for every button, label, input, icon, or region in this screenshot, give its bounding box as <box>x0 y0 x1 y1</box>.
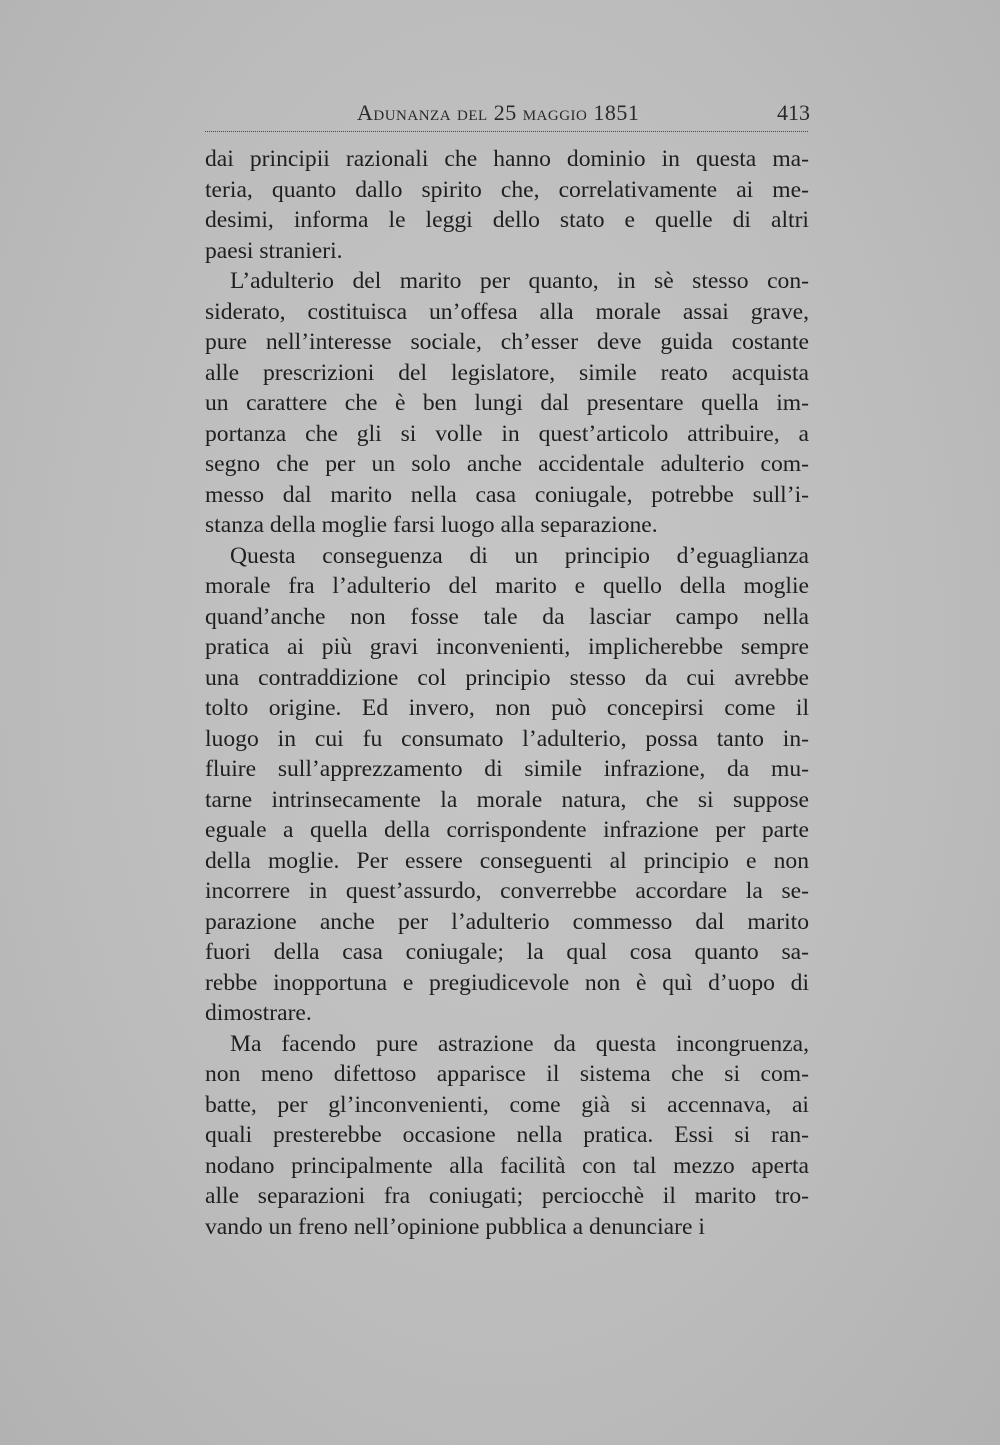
text-line: portanza che gli si volle in quest’articolo attribuire, a <box>205 420 809 447</box>
text-line: quand’anche non fosse tale da lasciar campo nella <box>205 603 809 630</box>
text-line: nodano principalmente alla facilità con tal mezzo aperta <box>205 1152 809 1179</box>
text-line: una contraddizione col principio stesso da cui avrebbe <box>205 664 809 691</box>
text-line: siderato, costituisca un’offesa alla morale assai grave, <box>205 298 809 325</box>
text-line: alle prescrizioni del legislatore, simile reato acquista <box>205 359 809 386</box>
text-line: fluire sull’apprezzamento di simile infrazione, da mu- <box>205 756 809 782</box>
text-line: tarne intrinsecamente la morale natura, che si suppose <box>205 786 809 813</box>
paragraph <box>205 1029 809 1243</box>
text-line: dimostrare. <box>205 1000 312 1026</box>
paragraph <box>205 266 809 541</box>
text-line: batte, per gl’inconvenienti, come già si accennava, ai <box>205 1091 809 1118</box>
text-line: alle separazioni fra coniugati; perciocchè il marito tro- <box>205 1183 809 1209</box>
text-line: pure nell’interesse sociale, ch’esser deve guida costante <box>205 329 809 355</box>
running-head <box>205 96 810 132</box>
text-line: pratica ai più gravi inconvenienti, implicherebbe sempre <box>205 634 809 660</box>
text-line: tolto origine. Ed invero, non può concepirsi come il <box>205 695 809 721</box>
text-line: Ma facendo pure astrazione da questa incongruenza, <box>230 1030 809 1057</box>
text-line: teria, quanto dallo spirito che, correlativamente ai me- <box>205 176 809 203</box>
text-line: paesi stranieri. <box>205 237 343 264</box>
text-line: eguale a quella della corrispondente infrazione per parte <box>205 817 809 843</box>
text-line: messo dal marito nella casa coniugale, potrebbe sull’i- <box>205 481 809 508</box>
text-line: rebbe inopportuna e pregiudicevole non è quì d’uopo di <box>205 969 809 996</box>
page-number: 413 <box>777 100 810 125</box>
text-line: stanza della moglie farsi luogo alla separazione. <box>205 512 658 538</box>
header-rule <box>205 131 808 132</box>
text-line: della moglie. Per essere conseguenti al principio e non <box>205 847 809 874</box>
text-line: morale fra l’adulterio del marito e quello della moglie <box>205 573 809 599</box>
paragraph <box>205 541 809 1029</box>
text-line: desimi, informa le leggi dello stato e quelle di altri <box>205 207 809 233</box>
text-line: incorrere in quest’assurdo, converrebbe accordare la se- <box>205 878 809 904</box>
text-line: non meno difettoso apparisce il sistema che si com- <box>205 1061 809 1087</box>
body-text <box>205 144 809 1242</box>
text-line: parazione anche per l’adulterio commesso dal marito <box>205 908 809 935</box>
text-line: quali presterebbe occasione nella pratica. Essi si ran- <box>205 1122 809 1148</box>
text-line: vando un freno nell’opinione pubblica a denunciare i <box>205 1213 705 1240</box>
paragraph <box>205 144 809 266</box>
text-line: segno che per un solo anche accidentale adulterio com- <box>205 451 809 477</box>
text-line: dai principii razionali che hanno dominio in questa ma- <box>205 146 809 172</box>
text-line: L’adulterio del marito per quanto, in sè stesso con- <box>230 268 809 294</box>
text-line: Questa conseguenza di un principio d’eguaglianza <box>230 542 809 569</box>
text-line: luogo in cui fu consumato l’adulterio, possa tanto in- <box>205 725 809 752</box>
text-line: un carattere che è ben lungi dal presentare quella im- <box>205 390 809 416</box>
running-title: Adunanza del 25 maggio 1851 <box>357 100 640 125</box>
text-line: fuori della casa coniugale; la qual cosa quanto sa- <box>205 939 809 965</box>
